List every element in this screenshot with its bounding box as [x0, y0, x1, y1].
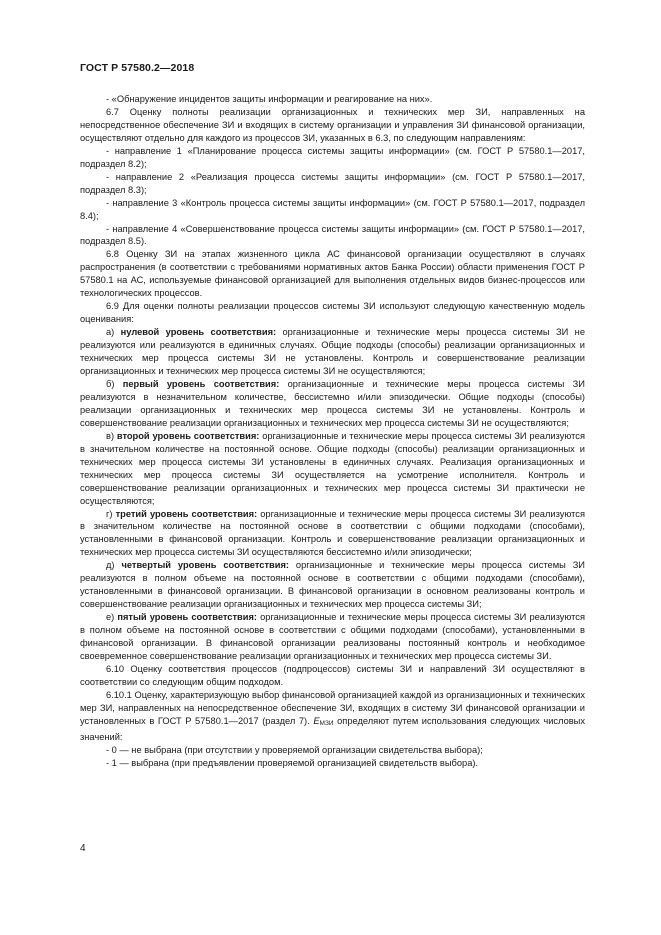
level-prefix: б) — [106, 378, 123, 389]
document-body — [80, 93, 585, 770]
page-header-standard-number: ГОСТ Р 57580.2—2018 — [80, 62, 195, 74]
paragraph-6-10-1 — [80, 689, 585, 744]
level-prefix: в) — [106, 430, 117, 441]
level-name: третий уровень соответствия: — [115, 508, 258, 519]
level-prefix: г) — [106, 508, 116, 519]
level-text: организационные и технические меры процесса системы ЗИ не реализуются или реализуются в единичных случаях. Общие подходы (способы) реализации организационных и технических мер процесса системы ЗИ не установлены. Контроль и совершенствование реализации организационных и технических мер процесса системы ЗИ не осуществляются; — [80, 327, 585, 377]
paragraph-6-8: 6.8 Оценку ЗИ на этапах жизненного цикла АС финансовой организации осуществляют в случаях распространения (в соответствии с требованиями нормативных актов Банка России) области применения ГОСТ Р 57580.1 на АС, используемые финансовой организацией для выполнения отдельных видов бизнес-процессов или технологических процессов. — [80, 249, 585, 299]
value-zero-item: - 0 — не выбрана (при отсутствии у проверяемой организации свидетельства выбора); — [106, 744, 483, 755]
value-one-item: - 1 — выбрана (при предъявлении проверяемой организацией свидетельств выбора). — [106, 757, 479, 768]
formula-symbol: E — [313, 715, 320, 726]
formula-subscript: МЗИ — [319, 719, 334, 727]
level-fifth — [80, 611, 585, 663]
paragraph-6-10-1-text-end: определяют путем использования следующих числовых значений: — [80, 715, 586, 742]
level-prefix: е) — [106, 612, 118, 623]
paragraph-6-7: 6.7 Оценку полноты реализации организационных и технических мер ЗИ, направленных на непосредственное обеспечение ЗИ и входящих в систему организации и управления ЗИ финансовой организации, осуществляют отдельно для каждого из процессов ЗИ, указанных в 6.3, по следующим направлениям: — [80, 106, 585, 143]
level-prefix: д) — [106, 560, 122, 571]
level-zero — [80, 326, 585, 378]
direction-2: - направление 2 «Реализация процесса системы защиты информации» (см. ГОСТ Р 57580.1—2017, подраздел 8.3); — [80, 171, 585, 195]
level-text: организационные и технические меры процесса системы ЗИ реализуются в незначительном количестве, бессистемно и/или эпизодически. Общие подходы (способы) реализации организационных и технических мер процесса системы ЗИ не установлены. Контроль и совершенствование реализации организационных и технических мер процесса системы ЗИ не осуществляются; — [80, 378, 585, 428]
paragraph-6-9: 6.9 Для оценки полноты реализации процессов системы ЗИ используют следующую качественную модель оценивания: — [80, 301, 585, 325]
level-first — [80, 378, 585, 430]
paragraph-list-item: - «Обнаружение инцидентов защиты информации и реагирование на них». — [106, 94, 433, 104]
level-text: организационные и технические меры процесса системы ЗИ реализуются в значительном количестве на постоянной основе. Общие подходы (способы) реализации организационных и технических мер процесса системы ЗИ установлены в единичных случаях. Реализация организационных и технических мер процесса системы ЗИ осуществляется на усмотрение исполнителя. Контроль и совершенствование реализации организационных и технических мер процесса системы ЗИ практически не осуществляются; — [80, 430, 585, 506]
paragraph-6-10-1-text: 6.10.1 Оценку, характеризующую выбор финансовой организацией каждой из организационных и технических мер ЗИ, направленных на непосредственное обеспечение ЗИ, входящих в систему ЗИ финансовой организации и установленных в ГОСТ Р 57580.1—2017 (раздел 7). — [80, 689, 585, 726]
level-name: пятый уровень соответствия: — [117, 612, 257, 623]
level-text: организационные и технические меры процесса системы ЗИ реализуются в полном объеме на постоянной основе в соответствии с общими подходами (способами), установленными в финансовой организации. В финансовой организации реализованы постоянный контроль и необходимое своевременное совершенствование реализации организационных и технических мер процесса системы ЗИ. — [80, 612, 585, 661]
paragraph-6-10: 6.10 Оценку соответствия процессов (подпроцессов) системы ЗИ и направлений ЗИ осуществляют в соответствии со следующим общим подходом. — [80, 663, 585, 687]
level-name: первый уровень соответствия: — [122, 378, 280, 389]
level-fourth — [80, 559, 585, 611]
direction-3: - направление 3 «Контроль процесса системы защиты информации» (см. ГОСТ Р 57580.1—2017, подраздел 8.4); — [80, 197, 585, 221]
level-text: организационные и технические меры процесса системы ЗИ реализуются в значительном количестве на постоянной основе в соответствии с общими подходами (способами), установленными в финансовой организации. Контроль и совершенствование реализации организационных и технических мер процесса системы ЗИ осуществляются бессистемно и/или эпизодически; — [80, 508, 585, 558]
level-text: организационные и технические меры процесса системы ЗИ реализуются в полном объеме на постоянной основе в соответствии с общими подходами (способами), установленными в финансовой организации. В финансовой организации в основном реализованы контроль и совершенствование реализации организационных и технических мер процесса системы ЗИ; — [80, 560, 585, 610]
direction-1: - направление 1 «Планирование процесса системы защиты информации» (см. ГОСТ Р 57580.1—2017, подраздел 8.2); — [80, 145, 585, 169]
page-number: 4 — [80, 843, 86, 854]
level-name: нулевой уровень соответствия: — [120, 327, 277, 338]
level-third — [80, 508, 585, 560]
level-name: второй уровень соответствия: — [116, 430, 260, 441]
direction-4: - направление 4 «Совершенствование процесса системы защиты информации» (см. ГОСТ Р 57580.1—2017, подраздел 8.5). — [80, 223, 585, 247]
level-name: четвертый уровень соответствия: — [121, 560, 289, 571]
level-second — [80, 430, 585, 508]
level-prefix: а) — [106, 327, 121, 338]
